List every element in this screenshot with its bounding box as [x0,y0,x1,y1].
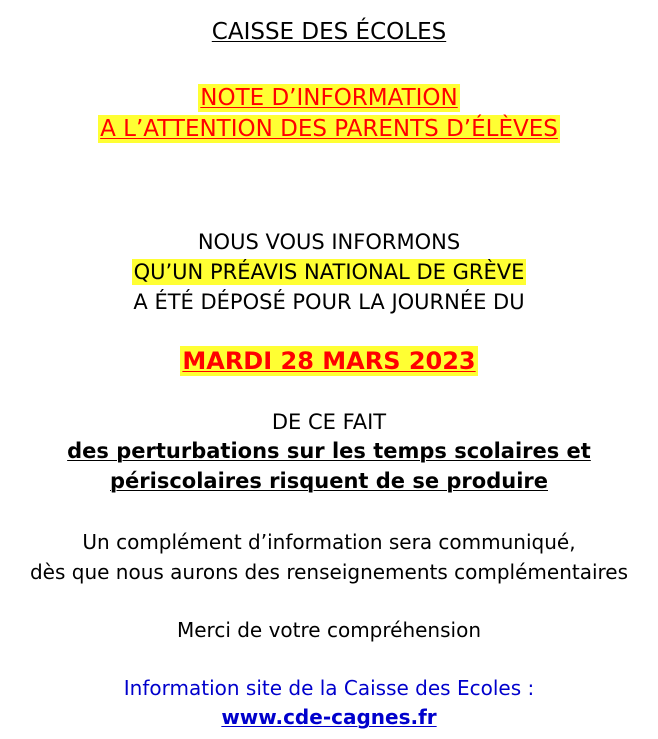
consequence-text-1: des perturbations sur les temps scolaires et [67,439,591,463]
inform-line-2 [0,262,658,283]
inform-line-1 [0,232,658,253]
thanks-text: Merci de votre compréhension [176,618,481,642]
consequence-line-2 [0,471,658,492]
complement-text-2: dès que nous aurons des renseignements complémentaires [29,560,629,584]
inform-text-1: NOUS VOUS INFORMONS [197,230,461,254]
consequence-intro-line [0,412,658,433]
website-link[interactable]: www.cde-cagnes.fr [221,705,437,729]
strike-date: MARDI 28 MARS 2023 [182,347,476,375]
inform-line-3 [0,292,658,313]
consequence-intro: DE CE FAIT [271,410,387,434]
complement-line-1 [0,532,658,552]
strike-date-line [0,349,658,373]
consequence-text-2: périscolaires risquent de se produire [110,469,548,493]
note-title-line-1 [0,87,658,110]
thanks-line [0,620,658,640]
info-site-line [0,678,658,698]
website-line [0,707,658,727]
note-title-line-2 [0,118,658,141]
organization-name: CAISSE DES ÉCOLES [211,19,447,45]
complement-text-1: Un complément d’information sera communiqué, [82,530,576,554]
complement-line-2 [0,562,658,582]
inform-text-3: A ÉTÉ DÉPOSÉ POUR LA JOURNÉE DU [133,290,525,314]
consequence-line-1 [0,441,658,462]
info-site-label: Information site de la Caisse des Ecoles : [123,676,535,700]
note-title-text-2: A L’ATTENTION DES PARENTS D’ÉLÈVES [100,116,558,142]
note-title-text-1: NOTE D’INFORMATION [200,85,458,111]
strike-notice-text: QU’UN PRÉAVIS NATIONAL DE GRÈVE [133,260,525,284]
organization-heading [0,21,658,44]
